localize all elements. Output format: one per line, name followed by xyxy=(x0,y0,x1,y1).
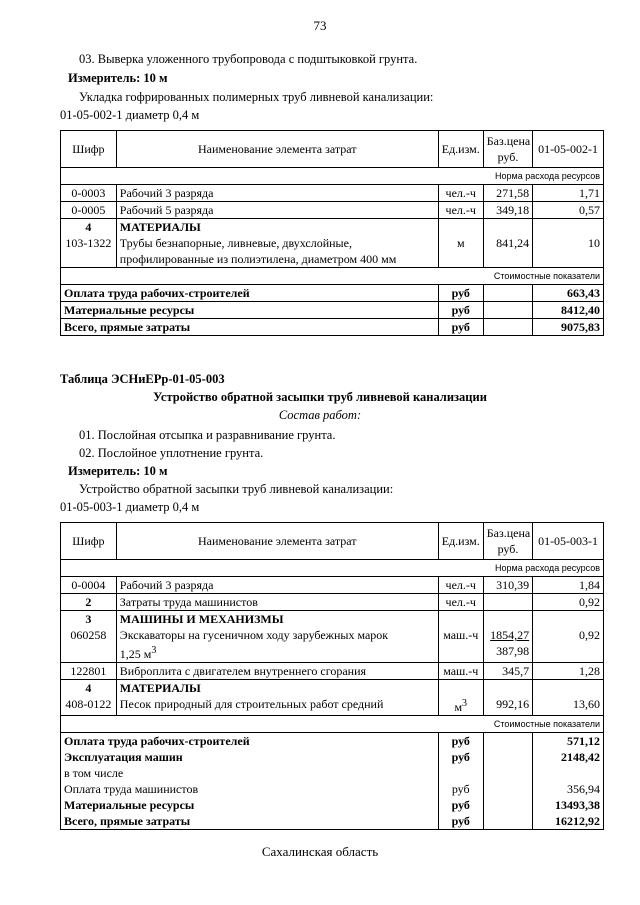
row-name: Рабочий 5 разряда xyxy=(116,202,438,219)
row-price-main: 1854,27 xyxy=(490,628,530,642)
header-name: Наименование элемента затрат xyxy=(116,131,438,168)
resource-table-1 xyxy=(60,130,604,336)
header-norm-code: 01-05-002-1 xyxy=(533,131,604,168)
work-step-02: 02. Послойное уплотнение грунта. xyxy=(79,446,264,460)
group-code: 4 xyxy=(61,680,117,697)
superscript: 3 xyxy=(462,698,468,709)
row-code: 0-0005 xyxy=(61,202,117,219)
total-label: Всего, прямые затраты xyxy=(61,813,439,830)
total-label: Эксплуатация машин xyxy=(61,749,439,765)
table-row xyxy=(61,663,604,680)
table-row xyxy=(61,594,604,611)
total-value: 13493,38 xyxy=(533,797,604,813)
row-value: 0,57 xyxy=(533,202,604,219)
row-price xyxy=(483,594,532,611)
group-code: 4 xyxy=(61,219,117,236)
row-price: 349,18 xyxy=(483,202,532,219)
row-price-wage: 387,98 xyxy=(496,644,530,658)
row-code: 408-0122 xyxy=(61,696,117,716)
work-description-1: Укладка гофрированных полимерных труб ливневой канализации: xyxy=(79,90,434,104)
total-value: 571,12 xyxy=(533,733,604,750)
row-code: 2 xyxy=(61,594,117,611)
variant-line-2: 01-05-003-1 диаметр 0,4 м xyxy=(60,500,200,514)
norm-label-row xyxy=(61,560,604,577)
total-row xyxy=(61,765,604,781)
group-name: МАШИНЫ И МЕХАНИЗМЫ xyxy=(116,611,438,628)
group-row xyxy=(61,611,604,628)
total-label: Материальные ресурсы xyxy=(61,302,439,319)
table-row xyxy=(61,627,604,663)
header-base-price: Баз.цена руб. xyxy=(483,523,532,560)
row-unit: чел.-ч xyxy=(438,185,483,202)
total-value xyxy=(533,765,604,781)
table-header-row xyxy=(61,131,604,168)
row-name xyxy=(116,627,438,663)
total-unit: руб xyxy=(438,302,483,319)
row-unit: маш.-ч xyxy=(438,663,483,680)
row-value: 1,28 xyxy=(533,663,604,680)
norm-label: Норма расхода ресурсов xyxy=(61,560,604,577)
total-value: 663,43 xyxy=(533,285,604,302)
row-price: 310,39 xyxy=(483,577,532,594)
row-value: 0,92 xyxy=(533,594,604,611)
row-price: 271,58 xyxy=(483,185,532,202)
row-value: 0,92 xyxy=(533,627,604,663)
work-step-01: 01. Послойная отсыпка и разравнивание грунта. xyxy=(79,428,336,442)
table-header-row xyxy=(61,523,604,560)
total-unit xyxy=(438,765,483,781)
row-value: 1,71 xyxy=(533,185,604,202)
group-name: МАТЕРИАЛЫ xyxy=(116,680,438,697)
table-row xyxy=(61,577,604,594)
row-unit: м xyxy=(438,235,483,268)
total-label: в том числе xyxy=(61,765,439,781)
row-unit: чел.-ч xyxy=(438,577,483,594)
total-row xyxy=(61,733,604,750)
row-price: 841,24 xyxy=(483,235,532,268)
total-label: Всего, прямые затраты xyxy=(61,319,439,336)
row-name: Виброплита с двигателем внутреннего сгорания xyxy=(116,663,438,680)
unit-text: м xyxy=(454,700,463,714)
total-value: 16212,92 xyxy=(533,813,604,830)
composition-label: Состав работ: xyxy=(278,408,362,422)
total-unit: руб xyxy=(438,319,483,336)
row-code: 103-1322 xyxy=(61,235,117,268)
total-label: Материальные ресурсы xyxy=(61,797,439,813)
row-value: 10 xyxy=(533,235,604,268)
total-unit: руб xyxy=(438,813,483,830)
group-code: 3 xyxy=(61,611,117,628)
row-price: 345,7 xyxy=(483,663,532,680)
total-row xyxy=(61,781,604,797)
table-row xyxy=(61,185,604,202)
row-unit: чел.-ч xyxy=(438,594,483,611)
header-norm-code: 01-05-003-1 xyxy=(533,523,604,560)
page-number: 73 xyxy=(313,18,327,33)
work-description-2: Устройство обратной засыпки труб ливневой канализации: xyxy=(79,482,394,496)
row-name-line-1: Трубы безнапорные, ливневые, двухслойные, xyxy=(119,236,352,250)
total-value: 2148,42 xyxy=(533,749,604,765)
cost-label: Стоимостные показатели xyxy=(61,268,604,285)
footer-region: Сахалинская область xyxy=(261,844,379,859)
row-name: Рабочий 3 разряда xyxy=(116,577,438,594)
total-row xyxy=(61,319,604,336)
measure-unit-2: Измеритель: 10 м xyxy=(68,464,168,478)
cost-label-row xyxy=(61,716,604,733)
row-unit: чел.-ч xyxy=(438,202,483,219)
resource-table-2 xyxy=(60,522,604,830)
total-row xyxy=(61,797,604,813)
total-label: Оплата труда машинистов xyxy=(61,781,439,797)
total-row xyxy=(61,285,604,302)
row-name: Песок природный для строительных работ средний xyxy=(116,696,438,716)
header-code: Шифр xyxy=(61,131,117,168)
total-row xyxy=(61,302,604,319)
section-heading-2: Устройство обратной засыпки труб ливневой канализации xyxy=(153,390,487,404)
table-row xyxy=(61,696,604,716)
superscript: 3 xyxy=(151,645,157,656)
cost-label-row xyxy=(61,268,604,285)
total-unit: руб xyxy=(438,285,483,302)
cost-label: Стоимостные показатели xyxy=(61,716,604,733)
header-code: Шифр xyxy=(61,523,117,560)
variant-line-1: 01-05-002-1 диаметр 0,4 м xyxy=(60,108,200,122)
measure-unit-1: Измеритель: 10 м xyxy=(68,71,168,85)
row-name-line-1: Экскаваторы на гусеничном ходу зарубежных марок xyxy=(119,628,389,642)
norm-label-row xyxy=(61,168,604,185)
table-title-2: Таблица ЭСНиЕРр-01-05-003 xyxy=(60,372,225,386)
row-name-line-2: 1,25 м xyxy=(119,647,152,661)
row-name: Рабочий 3 разряда xyxy=(116,185,438,202)
header-name: Наименование элемента затрат xyxy=(116,523,438,560)
table-row xyxy=(61,202,604,219)
header-unit: Ед.изм. xyxy=(438,131,483,168)
row-code: 060258 xyxy=(61,627,117,663)
total-value: 8412,40 xyxy=(533,302,604,319)
total-unit: руб xyxy=(438,733,483,750)
row-value: 13,60 xyxy=(533,696,604,716)
group-name: МАТЕРИАЛЫ xyxy=(116,219,438,236)
group-row xyxy=(61,680,604,697)
row-name xyxy=(116,235,438,268)
total-label: Оплата труда рабочих-строителей xyxy=(61,733,439,750)
total-unit: руб xyxy=(438,797,483,813)
total-unit: руб xyxy=(438,749,483,765)
row-price: 992,16 xyxy=(483,696,532,716)
total-row xyxy=(61,813,604,830)
row-code: 0-0004 xyxy=(61,577,117,594)
total-value: 9075,83 xyxy=(533,319,604,336)
work-step-03: 03. Выверка уложенного трубопровода с подштыковкой грунта. xyxy=(79,52,418,66)
total-unit: руб xyxy=(438,781,483,797)
table-row xyxy=(61,235,604,268)
total-value: 356,94 xyxy=(533,781,604,797)
row-unit xyxy=(438,696,483,716)
row-value: 1,84 xyxy=(533,577,604,594)
row-name: Затраты труда машинистов xyxy=(116,594,438,611)
group-row xyxy=(61,219,604,236)
row-code: 0-0003 xyxy=(61,185,117,202)
row-code: 122801 xyxy=(61,663,117,680)
total-row xyxy=(61,749,604,765)
norm-label: Норма расхода ресурсов xyxy=(61,168,604,185)
header-unit: Ед.изм. xyxy=(438,523,483,560)
row-unit: маш.-ч xyxy=(438,627,483,663)
row-name-line-2: профилированные из полиэтилена, диаметром 400 мм xyxy=(119,252,397,266)
header-base-price: Баз.цена руб. xyxy=(483,131,532,168)
total-label: Оплата труда рабочих-строителей xyxy=(61,285,439,302)
row-price xyxy=(483,627,532,663)
